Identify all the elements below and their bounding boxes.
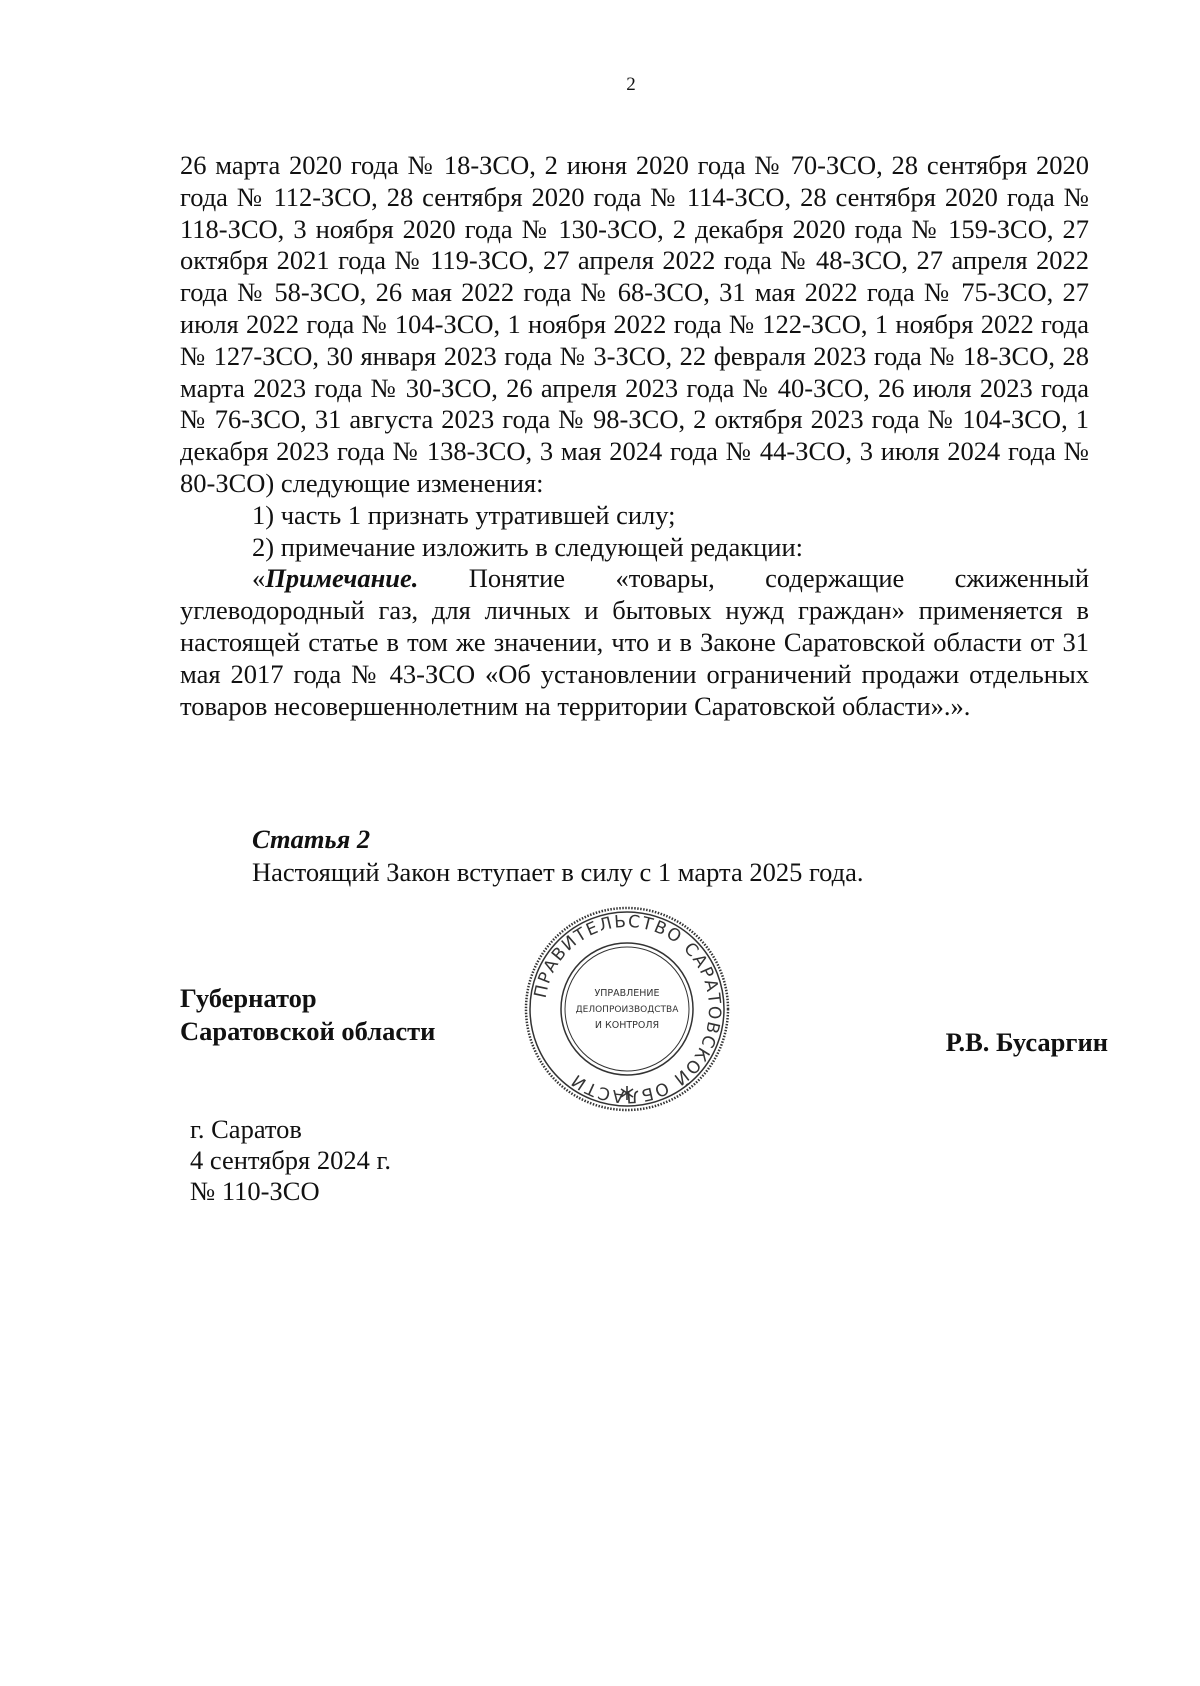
note-paragraph [180,563,1089,722]
amendments-intro-paragraph: 26 марта 2020 года № 18-ЗСО, 2 июня 2020 года № 70-ЗСО, 28 сентября 2020 года № 112-ЗСО, 28 сентября 2020 года № 114-ЗСО, 28 сентября 2020 года № 118-ЗСО, 3 ноября 2020 года № 130-ЗСО, 2 декабря 2020 года № 159-ЗСО, 27 октября 2021 года № 119-ЗСО, 27 апреля 2022 года № 48-ЗСО, 27 апреля 2022 года № 58-ЗСО, 26 мая 2022 года № 68-ЗСО, 31 мая 2022 года № 75-ЗСО, 27 июля 2022 года № 104-ЗСО, 1 ноября 2022 года № 122-ЗСО, 1 ноября 2022 года № 127-ЗСО, 30 января 2023 года № 3-ЗСО, 22 февраля 2023 года № 18-ЗСО, 28 марта 2023 года № 30-ЗСО, 26 апреля 2023 года № 40-ЗСО, 26 июля 2023 года № 76-ЗСО, 31 августа 2023 года № 98-ЗСО, 2 октября 2023 года № 104-ЗСО, 1 декабря 2023 года № 138-ЗСО, 3 мая 2024 года № 44-ЗСО, 3 июля 2024 года № 80-ЗСО) следующие изменения: [180,150,1089,498]
item-1-paragraph: 1) часть 1 признать утратившей силу; [252,499,676,530]
date: 4 сентября 2024 г. [190,1145,392,1175]
seal-inner-line-3: И КОНТРОЛЯ [594,1020,660,1031]
signatory-title-line-2: Саратовской области [180,1016,436,1046]
article-2 [252,823,1092,889]
signatory-name: Р.В. Бусаргин [945,1027,1108,1057]
page-number: 2 [626,74,636,95]
city: г. Саратов [190,1114,302,1144]
law-number: № 110-ЗСО [190,1176,320,1206]
law-amendments-text [180,150,1089,722]
seal-image [522,904,732,1114]
official-seal [522,904,732,1114]
seal-outer-text: ПРАВИТЕЛЬСТВО САРАТОВСКОЙ ОБЛАСТИ [530,911,725,1107]
note-text: Понятие «товары, содержащие сжиженный углеводородный газ, для личных и бытовых нужд граждан» применяется в настоящей статье в том же значении, что и в Законе Саратовской области от 31 мая 2017 года № 43-ЗСО «Об установлении ограничений продажи отдельных товаров несовершеннолетним на территории Саратовской области».». [180,563,1089,721]
seal-inner-line-2: ДЕЛОПРОИЗВОДСТВА [575,1005,679,1015]
signatory-title-line-1: Губернатор [180,983,317,1013]
note-label: Примечание. [265,563,419,594]
signatory-title [180,982,435,1048]
seal-inner-line-1: УПРАВЛЕНИЕ [594,988,660,999]
article-text: Настоящий Закон вступает в силу с 1 марта 2025 года. [252,857,864,887]
item-2-paragraph: 2) примечание изложить в следующей редакции: [252,531,804,562]
place-and-date-block [190,1114,391,1207]
note-open-quote: « [252,563,266,594]
article-title: Статья 2 [252,824,371,854]
